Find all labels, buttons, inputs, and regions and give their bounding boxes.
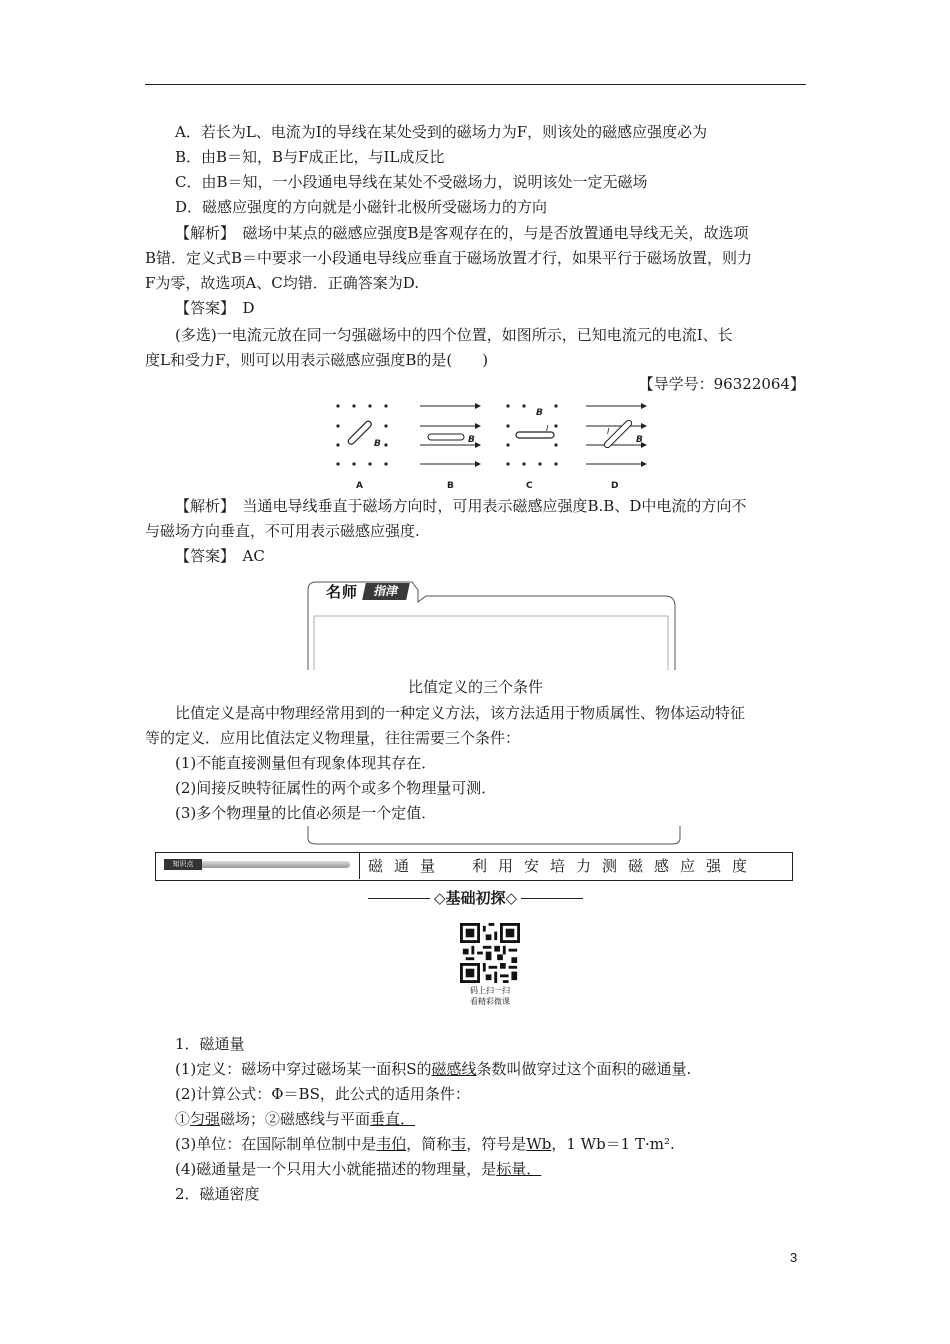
tip-item-1: (1)不能直接测量但有现象体现其存在． [175, 754, 437, 772]
section-title: ◇基础初探◇ [433, 889, 518, 907]
svg-text:B: B [536, 408, 543, 418]
analysis1-line3: F为零，故选项A、C均错．正确答案为D. [145, 274, 419, 292]
heading-magnetic-flux: 1．磁通量 [175, 1035, 245, 1053]
section-rule-left [368, 898, 430, 899]
analysis2-line2: 与磁场方向垂直，不可用表示磁感应强度. [145, 522, 420, 540]
svg-text:B: B [374, 439, 381, 449]
option-d: D．磁感应强度的方向就是小磁针北极所受磁场力的方向 [175, 198, 548, 216]
tip-item-2: (2)间接反映特征属性的两个或多个物理量可测． [175, 779, 497, 797]
formula-line: (2)计算公式：Φ＝BS，此公式的适用条件： [175, 1085, 470, 1103]
option-b: B．由B＝知，B与F成正比，与IL成反比 [175, 148, 445, 166]
panel-a [336, 404, 387, 488]
panel-b [420, 406, 480, 488]
tip-paragraph-1: 比值定义是高中物理经常用到的一种定义方法，该方法适用于物质属性、物体运动特征 [175, 704, 746, 722]
tip-badge: 指津 [362, 583, 410, 600]
knowledge-point-tag [156, 853, 360, 879]
current-element-figure [330, 398, 660, 488]
qr-code-icon[interactable] [460, 923, 520, 983]
analysis2-line1: 【解析】 当通电导线垂直于磁场方向时，可用表示磁感应强度B.B、D中电流的方向不 [175, 497, 747, 515]
panel-d [586, 406, 646, 488]
svg-text:I: I [607, 427, 610, 436]
svg-text:B: B [636, 435, 643, 445]
knowledge-point-stripe [202, 861, 350, 868]
heading-flux-density: 2．磁通密度 [175, 1185, 260, 1203]
header-rule [145, 84, 806, 85]
question2-line1: (多选)一电流元放在同一匀强磁场中的四个位置，如图所示，已知电流元的电流I、长 [175, 326, 733, 344]
option-c: C．由B＝知，一小段通电导线在某处不受磁场力，说明该处一定无磁场 [175, 173, 648, 191]
tip-title: 比值定义的三个条件 [407, 678, 543, 696]
analysis1-line1: 【解析】 磁场中某点的磁感应强度B是客观存在的，与是否放置通电导线无关，故选项 [175, 224, 749, 242]
condition-line: ①匀强磁场；②磁感线与平面垂直． [175, 1110, 416, 1128]
qr-caption-line1: 码上扫一扫 [470, 986, 510, 995]
knowledge-point-title: 磁通量 利用安培力测磁感应强度 [368, 857, 759, 875]
svg-text:I: I [546, 424, 549, 433]
label-a: A [356, 481, 363, 488]
question2-line2: 度L和受力F，则可以用表示磁感应强度B的是( ) [145, 351, 489, 369]
section-heading [145, 887, 806, 909]
definition-line: (1)定义：磁场中穿过磁场某一面积S的磁感线条数叫做穿过这个面积的磁通量. [175, 1060, 692, 1078]
tip-item-3: (3)多个物理量的比值必须是一个定值． [175, 804, 437, 822]
unit-line: (3)单位：在国际制单位制中是韦伯，简称韦，符号是Wb，1 Wb＝1 T·m². [175, 1135, 675, 1153]
tip-frame-bottom [300, 826, 690, 846]
panel-c [506, 404, 557, 488]
svg-text:B: B [468, 435, 475, 445]
guide-ref: 【导学号：96322064】 [638, 375, 805, 393]
knowledge-point-bar [155, 852, 793, 881]
label-c: C [526, 481, 533, 488]
option-a: A．若长为L、电流为I的导线在某处受到的磁场力为F，则该处的磁感应强度必为 [175, 123, 708, 141]
scalar-line: (4)磁通量是一个只用大小就能描述的物理量，是标量． [175, 1160, 542, 1178]
knowledge-point-badge: 知识点 [164, 859, 202, 870]
analysis1-line2: B错．定义式B＝中要求一小段通电导线应垂直于磁场放置才行，如果平行于磁场放置，则力 [145, 249, 753, 267]
tip-frame [300, 580, 690, 670]
answer1: 【答案】 D [175, 299, 255, 317]
label-b: B [447, 481, 454, 488]
tip-name: 名师 [326, 583, 359, 601]
page-number: 3 [790, 1250, 798, 1265]
label-d: D [611, 481, 619, 488]
qr-caption-line2: 看精彩微课 [470, 997, 510, 1006]
tip-paragraph-2: 等的定义．应用比值法定义物理量，往往需要三个条件： [145, 729, 521, 747]
section-rule-right [521, 898, 583, 899]
answer2: 【答案】 AC [175, 547, 265, 565]
